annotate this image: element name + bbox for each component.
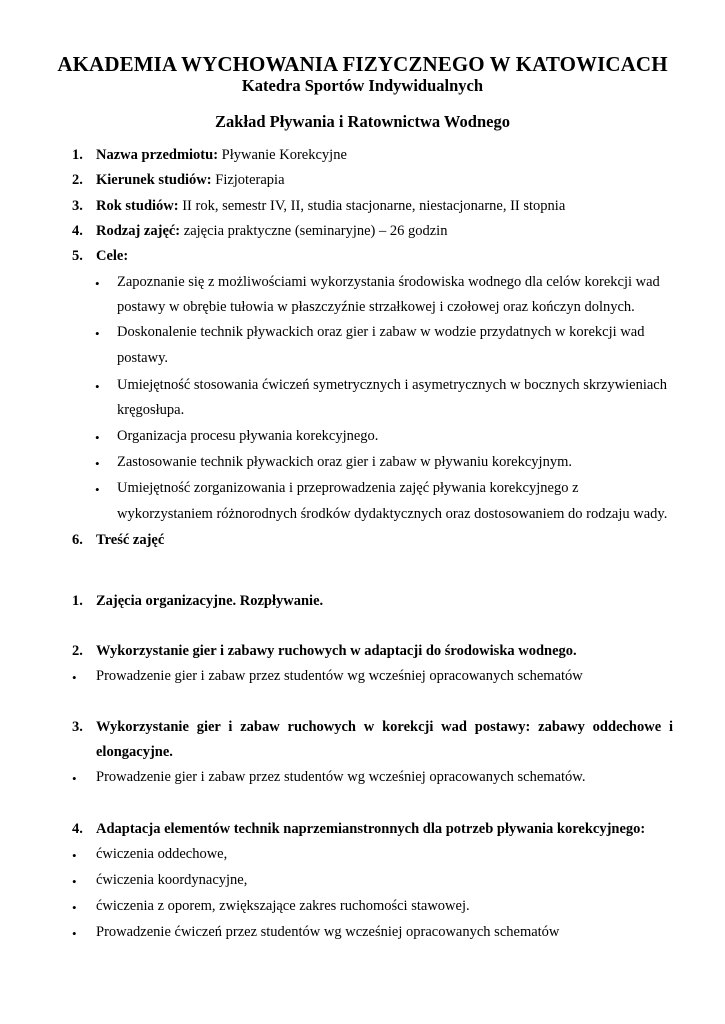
info-value: Fizjoterapia [211, 172, 285, 188]
info-number: 2. [72, 172, 83, 188]
info-number: 5. [72, 248, 83, 264]
info-item [96, 147, 347, 164]
department-title: Katedra Sportów Indywidualnych [241, 76, 484, 95]
bullet-icon: • [95, 276, 100, 291]
info-item [96, 223, 447, 240]
info-number: 3. [72, 198, 83, 214]
info-label: Rodzaj zajęć: [96, 223, 181, 239]
info-number: 1. [72, 147, 83, 163]
topic-bullet: Prowadzenie gier i zabaw przez studentów wg wcześniej opracowanych schematów [96, 668, 583, 684]
info-item [96, 198, 565, 215]
topic-title: Adaptacja elementów technik naprzemianstronnych dla potrzeb pływania korekcyjnego: [96, 821, 646, 837]
bullet-icon: • [95, 482, 100, 497]
goal-line: Doskonalenie technik pływackich oraz gier i zabaw w wodzie przydatnych w korekcji wad [117, 324, 645, 340]
bullet-icon: • [72, 670, 77, 685]
info-value: Pływanie Korekcyjne [218, 147, 347, 163]
goal-line: postawy. [117, 350, 169, 366]
info-item [96, 248, 128, 265]
goal-line: Umiejętność stosowania ćwiczeń symetrycznych i asymetrycznych w bocznych skrzywieniach [117, 377, 667, 393]
goal-line: postawy w obrębie tułowia w płaszczyźnie strzałkowej i czołowej oraz kończyn dolnych. [117, 299, 635, 315]
topic-bullet: Prowadzenie ćwiczeń przez studentów wg wcześniej opracowanych schematów [96, 924, 560, 940]
topic-title-continued: elongacyjne. [96, 744, 173, 760]
unit-title: Zakład Pływania i Ratownictwa Wodnego [215, 112, 510, 131]
topic-bullet: ćwiczenia koordynacyjne, [96, 872, 248, 888]
info-value: zajęcia praktyczne (seminaryjne) – 26 godzin [180, 223, 448, 239]
topic-number: 2. [72, 643, 83, 659]
topic-number: 3. [72, 719, 83, 735]
topic-title: Wykorzystanie gier i zabaw ruchowych w korekcji wad postawy: zabawy oddechowe i [96, 719, 673, 735]
bullet-icon: • [72, 926, 77, 941]
bullet-icon: • [72, 848, 77, 863]
topic-title: Zajęcia organizacyjne. Rozpływanie. [96, 593, 324, 609]
goal-line: Umiejętność zorganizowania i przeprowadzenia zajęć pływania korekcyjnego z [117, 480, 579, 496]
bullet-icon: • [95, 430, 100, 445]
institution-title: AKADEMIA WYCHOWANIA FIZYCZNEGO W KATOWICACH [57, 52, 668, 76]
info-label: Cele: [96, 248, 129, 264]
bullet-icon: • [95, 379, 100, 394]
goal-line: wykorzystaniem różnorodnych środków dydaktycznych oraz dostosowaniem do rodzaju wady. [117, 506, 668, 522]
topic-title: Wykorzystanie gier i zabawy ruchowych w adaptacji do środowiska wodnego. [96, 643, 577, 659]
topic-bullet: Prowadzenie gier i zabaw przez studentów wg wcześniej opracowanych schematów. [96, 769, 586, 785]
bullet-icon: • [72, 874, 77, 889]
goal-line: Organizacja procesu pływania korekcyjnego. [117, 428, 379, 444]
info-label: Kierunek studiów: [96, 172, 212, 188]
topic-bullet: ćwiczenia oddechowe, [96, 846, 228, 862]
info-value: II rok, semestr IV, II, studia stacjonarne, niestacjonarne, II stopnia [178, 198, 566, 214]
topic-number: 4. [72, 821, 83, 837]
topic-number: 1. [72, 593, 83, 609]
info-label: Nazwa przedmiotu: [96, 147, 219, 163]
topic-bullet: ćwiczenia z oporem, zwiększające zakres ruchomości stawowej. [96, 898, 470, 914]
bullet-icon: • [95, 326, 100, 341]
content-heading: Treść zajęć [96, 532, 165, 548]
info-item [96, 172, 285, 189]
bullet-icon: • [95, 456, 100, 471]
bullet-icon: • [72, 900, 77, 915]
content-heading-number: 6. [72, 532, 83, 548]
goal-line: kręgosłupa. [117, 402, 185, 418]
info-label: Rok studiów: [96, 198, 179, 214]
goal-line: Zastosowanie technik pływackich oraz gier i zabaw w pływaniu korekcyjnym. [117, 454, 572, 470]
info-number: 4. [72, 223, 83, 239]
goal-line: Zapoznanie się z możliwościami wykorzystania środowiska wodnego dla celów korekcji wad [117, 274, 660, 290]
bullet-icon: • [72, 771, 77, 786]
